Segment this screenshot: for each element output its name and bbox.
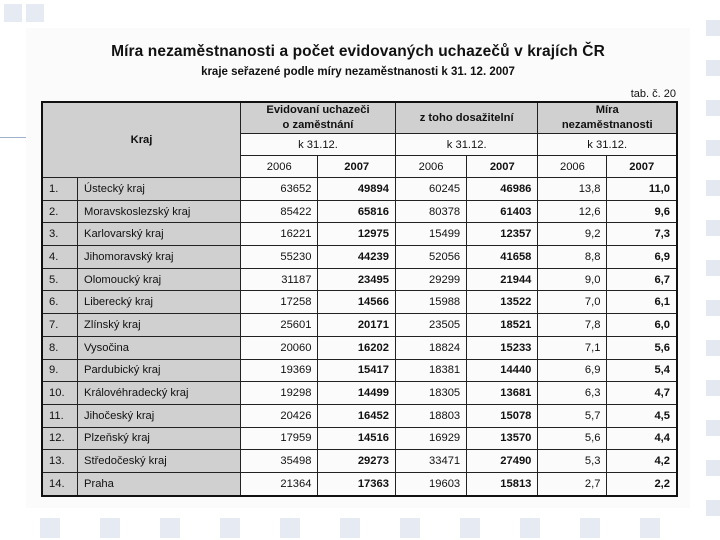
rate-2006: 9,2 [538,223,607,246]
available-2007: 13522 [467,291,538,314]
available-2006: 52056 [395,246,466,269]
header-year: 2007 [607,156,677,178]
registered-2006: 21364 [241,472,318,495]
table-row [42,472,677,495]
registered-2006: 25601 [241,314,318,337]
region-name: Zlínský kraj [78,314,241,337]
slide-decoration-right [706,0,720,540]
available-2006: 18381 [395,359,466,382]
rate-2006: 7,0 [538,291,607,314]
row-number: 12. [42,427,78,450]
row-number: 6. [42,291,78,314]
registered-2006: 19369 [241,359,318,382]
registered-2006: 31187 [241,268,318,291]
table-row [42,359,677,382]
table-row [42,223,677,246]
rate-2006: 5,6 [538,427,607,450]
rate-2006: 7,1 [538,336,607,359]
header-evidovani [241,102,396,134]
table-row [42,404,677,427]
table-row [42,314,677,337]
rate-2007: 6,9 [607,246,677,269]
registered-2006: 17258 [241,291,318,314]
header-date-evidovani: k 31.12. [241,134,396,156]
available-2007: 15078 [467,404,538,427]
registered-2006: 20426 [241,404,318,427]
registered-2006: 17959 [241,427,318,450]
header-mira-line1: Míra [595,104,619,116]
row-number: 8. [42,336,78,359]
available-2006: 19603 [395,472,466,495]
rate-2007: 7,3 [607,223,677,246]
table-number: tab. č. 20 [630,88,676,100]
rate-2007: 11,0 [607,178,677,201]
region-name: Praha [78,472,241,495]
row-number: 14. [42,472,78,495]
table-row [42,246,677,269]
region-name: Moravskoslezský kraj [78,200,241,223]
header-dosazitelni: z toho dosažitelní [395,102,537,134]
region-name: Královéhradecký kraj [78,382,241,405]
region-name: Středočeský kraj [78,450,241,473]
table-row [42,427,677,450]
rate-2007: 6,0 [607,314,677,337]
available-2007: 15233 [467,336,538,359]
row-number: 10. [42,382,78,405]
rate-2007: 5,4 [607,359,677,382]
row-number: 11. [42,404,78,427]
region-name: Olomoucký kraj [78,268,241,291]
registered-2007: 23495 [318,268,395,291]
rate-2007: 4,4 [607,427,677,450]
available-2007: 13570 [467,427,538,450]
table-row [42,450,677,473]
registered-2007: 15417 [318,359,395,382]
available-2007: 18521 [467,314,538,337]
registered-2007: 65816 [318,200,395,223]
rate-2007: 4,5 [607,404,677,427]
row-number: 13. [42,450,78,473]
available-2006: 80378 [395,200,466,223]
registered-2007: 20171 [318,314,395,337]
table-row [42,178,677,201]
registered-2006: 20060 [241,336,318,359]
region-name: Plzeňský kraj [78,427,241,450]
header-mira [538,102,677,134]
header-year: 2006 [538,156,607,178]
available-2007: 41658 [467,246,538,269]
registered-2007: 29273 [318,450,395,473]
row-number: 4. [42,246,78,269]
header-year: 2007 [318,156,395,178]
row-number: 7. [42,314,78,337]
registered-2006: 35498 [241,450,318,473]
header-year: 2006 [395,156,466,178]
table-row [42,291,677,314]
table-row [42,268,677,291]
rate-2006: 7,8 [538,314,607,337]
registered-2007: 14566 [318,291,395,314]
available-2006: 18803 [395,404,466,427]
available-2006: 23505 [395,314,466,337]
registered-2006: 55230 [241,246,318,269]
rate-2006: 13,8 [538,178,607,201]
available-2007: 13681 [467,382,538,405]
page-subtitle: kraje seřazené podle míry nezaměstnanosti k 31. 12. 2007 [201,66,515,78]
rate-2006: 5,7 [538,404,607,427]
rate-2006: 6,9 [538,359,607,382]
header-date-dosazitelni: k 31.12. [395,134,537,156]
registered-2006: 19298 [241,382,318,405]
registered-2007: 14499 [318,382,395,405]
header-year: 2006 [241,156,318,178]
rate-2006: 2,7 [538,472,607,495]
rate-2007: 6,7 [607,268,677,291]
registered-2007: 44239 [318,246,395,269]
page-title: Míra nezaměstnanosti a počet evidovaných uchazečů v krajích ČR [111,43,605,60]
available-2006: 60245 [395,178,466,201]
header-date-mira: k 31.12. [538,134,677,156]
document-page [26,28,690,508]
region-name: Karlovarský kraj [78,223,241,246]
header-evidovani-line1: Evidovaní uchazeči [266,104,370,116]
rate-2007: 4,7 [607,382,677,405]
available-2006: 29299 [395,268,466,291]
registered-2007: 12975 [318,223,395,246]
header-year: 2007 [467,156,538,178]
region-name: Jihomoravský kraj [78,246,241,269]
available-2006: 18305 [395,382,466,405]
header-mira-line2: nezaměstnanosti [561,119,653,131]
row-number: 9. [42,359,78,382]
rate-2006: 12,6 [538,200,607,223]
region-name: Vysočina [78,336,241,359]
available-2007: 61403 [467,200,538,223]
rate-2007: 4,2 [607,450,677,473]
available-2007: 14440 [467,359,538,382]
available-2007: 21944 [467,268,538,291]
available-2007: 46986 [467,178,538,201]
rate-2007: 9,6 [607,200,677,223]
rate-2006: 5,3 [538,450,607,473]
region-name: Liberecký kraj [78,291,241,314]
table-row [42,200,677,223]
rate-2006: 8,8 [538,246,607,269]
row-number: 3. [42,223,78,246]
rate-2007: 2,2 [607,472,677,495]
available-2006: 15499 [395,223,466,246]
available-2006: 33471 [395,450,466,473]
available-2006: 15988 [395,291,466,314]
region-name: Pardubický kraj [78,359,241,382]
header-evidovani-line2: o zaměstnání [282,119,354,131]
available-2006: 16929 [395,427,466,450]
slide-decoration-bottom [0,512,720,540]
available-2007: 12357 [467,223,538,246]
registered-2007: 49894 [318,178,395,201]
registered-2007: 16452 [318,404,395,427]
registered-2007: 14516 [318,427,395,450]
row-number: 2. [42,200,78,223]
header-kraj: Kraj [42,102,241,178]
registered-2006: 16221 [241,223,318,246]
row-number: 1. [42,178,78,201]
registered-2006: 63652 [241,178,318,201]
row-number: 5. [42,268,78,291]
table-row [42,382,677,405]
available-2007: 27490 [467,450,538,473]
registered-2007: 17363 [318,472,395,495]
rate-2006: 9,0 [538,268,607,291]
unemployment-table [41,101,678,497]
table-row [42,336,677,359]
registered-2007: 16202 [318,336,395,359]
available-2006: 18824 [395,336,466,359]
rate-2007: 6,1 [607,291,677,314]
region-name: Ústecký kraj [78,178,241,201]
slide-decoration-topleft [0,0,50,28]
rate-2007: 5,6 [607,336,677,359]
region-name: Jihočeský kraj [78,404,241,427]
rate-2006: 6,3 [538,382,607,405]
available-2007: 15813 [467,472,538,495]
registered-2006: 85422 [241,200,318,223]
